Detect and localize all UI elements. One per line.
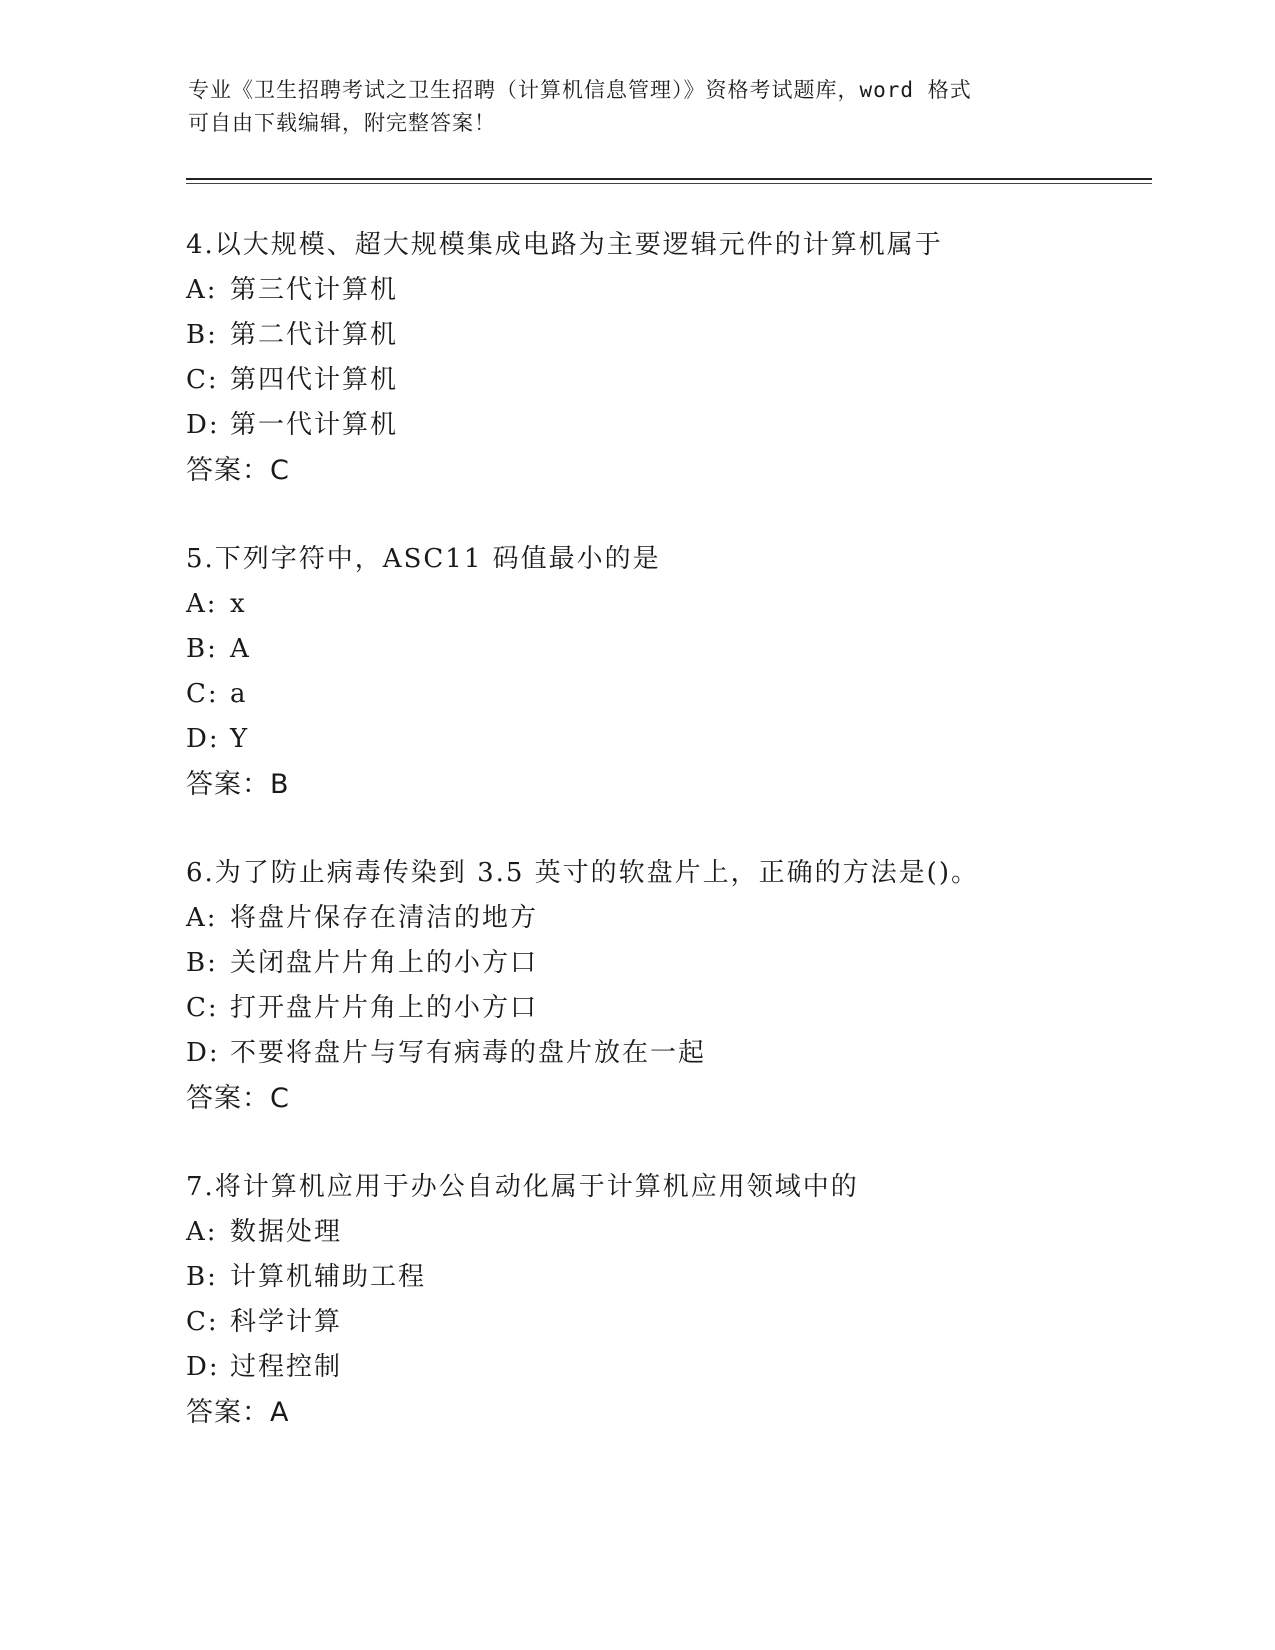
header-line-2: 可自由下载编辑，附完整答案！ [188, 111, 496, 135]
option-text: 将盘片保存在清洁的地方 [230, 903, 539, 933]
option-text: A [230, 634, 251, 664]
question-stem: 5.下列字符中，ASC11 码值最小的是 [186, 544, 661, 574]
option-text: Y [230, 724, 250, 754]
option-letter: D: [186, 724, 220, 754]
option-letter: C: [186, 993, 219, 1023]
option-letter: B: [186, 948, 218, 978]
question-6 [186, 851, 1146, 1121]
option-text: 过程控制 [230, 1352, 343, 1382]
option-text: a [230, 679, 248, 709]
option-letter: D: [186, 410, 220, 440]
question-5 [186, 537, 1146, 807]
option-letter: C: [186, 365, 219, 395]
option-d [186, 1031, 1146, 1076]
question-7 [186, 1165, 1146, 1435]
option-letter: A: [186, 589, 218, 619]
option-c [186, 358, 1146, 403]
option-text: x [230, 589, 247, 619]
option-text: 科学计算 [230, 1307, 343, 1337]
option-d [186, 1345, 1146, 1390]
option-a [186, 582, 1146, 627]
option-letter: B: [186, 634, 218, 664]
option-letter: B: [186, 1262, 218, 1292]
option-a [186, 268, 1146, 313]
document-header [188, 74, 1068, 140]
option-letter: C: [186, 1307, 219, 1337]
option-b [186, 313, 1146, 358]
option-d [186, 717, 1146, 762]
option-a [186, 1210, 1146, 1255]
question-stem: 4.以大规模、超大规模集成电路为主要逻辑元件的计算机属于 [186, 230, 943, 260]
option-b [186, 941, 1146, 986]
option-letter: D: [186, 1352, 220, 1382]
option-text: 关闭盘片片角上的小方口 [230, 948, 539, 978]
option-letter: A: [186, 903, 218, 933]
option-d [186, 403, 1146, 448]
option-letter: D: [186, 1038, 220, 1068]
option-a [186, 896, 1146, 941]
option-b [186, 627, 1146, 672]
option-letter: C: [186, 679, 219, 709]
option-text: 计算机辅助工程 [230, 1262, 427, 1292]
option-text: 数据处理 [230, 1217, 343, 1247]
header-line-1: 专业《卫生招聘考试之卫生招聘（计算机信息管理）》资格考试题库，word 格式 [188, 78, 972, 102]
option-text: 第一代计算机 [230, 410, 399, 440]
option-c [186, 1300, 1146, 1345]
option-text: 不要将盘片与写有病毒的盘片放在一起 [230, 1038, 707, 1068]
header-divider-thick [186, 178, 1152, 180]
header-divider-thin [186, 183, 1152, 184]
option-letter: A: [186, 275, 218, 305]
option-text: 打开盘片片角上的小方口 [230, 993, 539, 1023]
option-c [186, 986, 1146, 1031]
option-letter: B: [186, 320, 218, 350]
answer-line: 答案：C [186, 1083, 290, 1114]
option-text: 第四代计算机 [230, 365, 399, 395]
option-b [186, 1255, 1146, 1300]
option-text: 第三代计算机 [230, 275, 399, 305]
option-c [186, 672, 1146, 717]
answer-line: 答案：B [186, 769, 290, 800]
answer-line: 答案：A [186, 1397, 290, 1428]
option-text: 第二代计算机 [230, 320, 399, 350]
question-stem: 6.为了防止病毒传染到 3.5 英寸的软盘片上，正确的方法是()。 [186, 858, 979, 888]
option-letter: A: [186, 1217, 218, 1247]
answer-line: 答案：C [186, 455, 290, 486]
question-stem: 7.将计算机应用于办公自动化属于计算机应用领域中的 [186, 1172, 859, 1202]
question-4 [186, 223, 1146, 493]
